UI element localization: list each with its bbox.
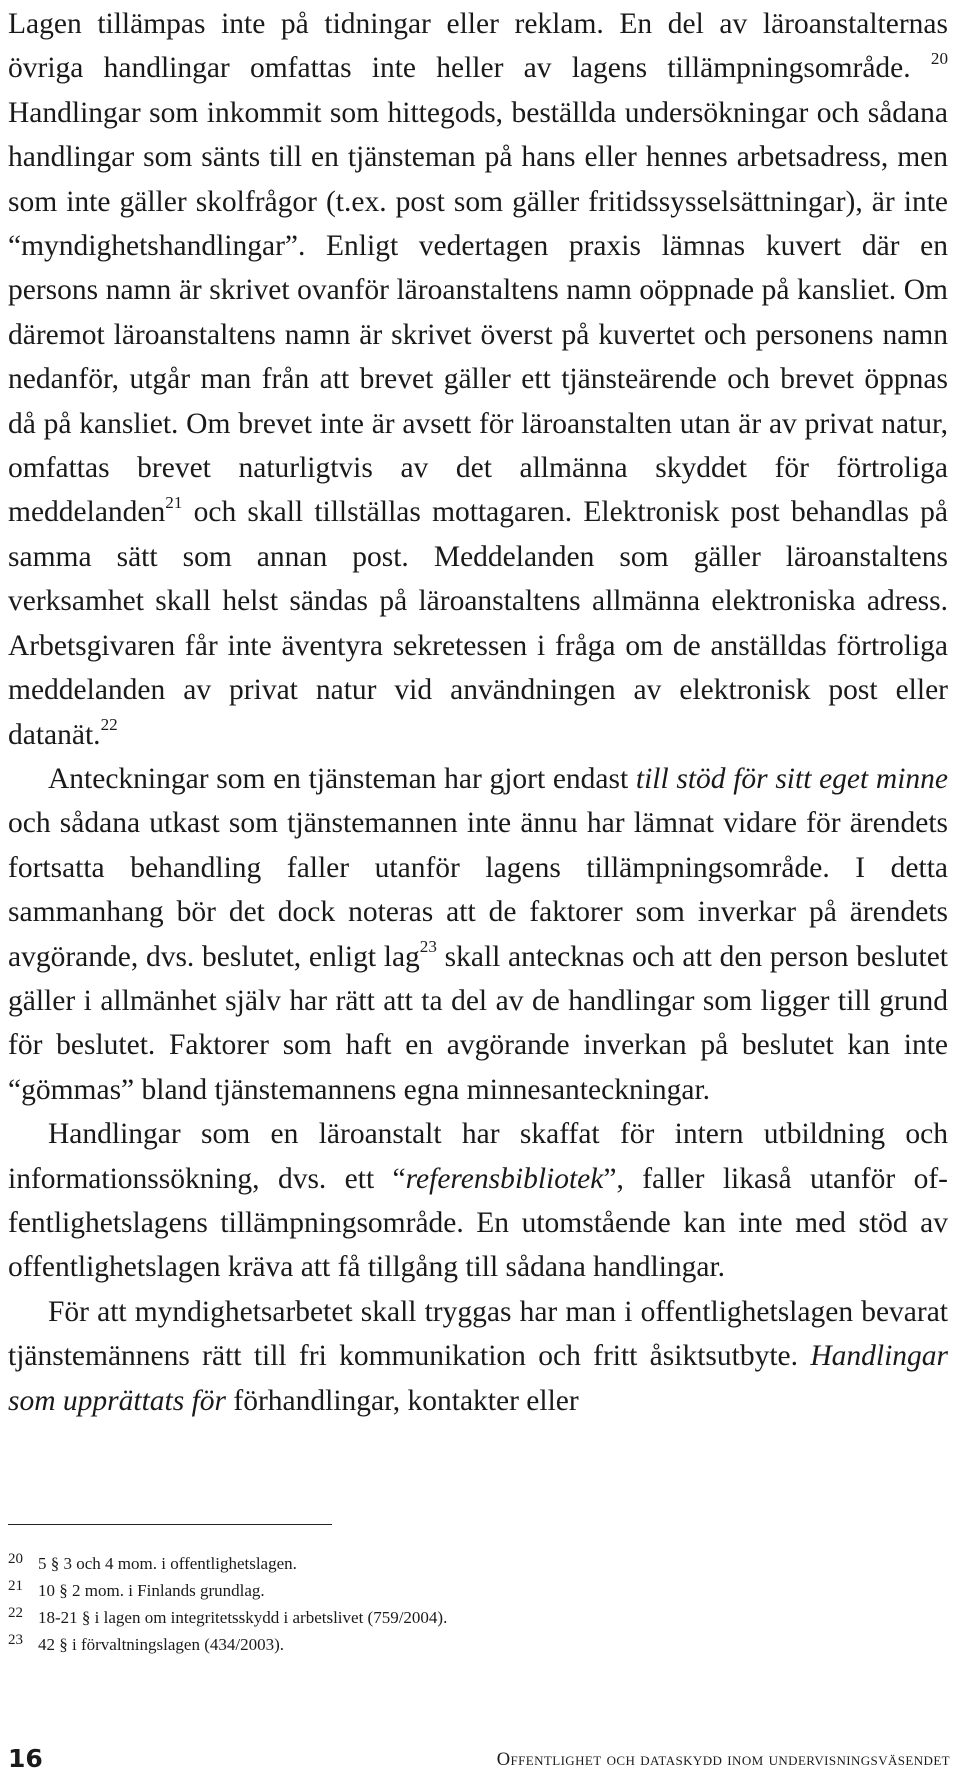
paragraph-2 (8, 757, 948, 1112)
text-run: ”, faller likaså utanför offentlighetslagens tillämpningsområde. En utomstående kan inte med stöd av offentlighetslagen kräva att få tillgång till sådana handlingar. (8, 1162, 948, 1284)
footnotes (8, 1550, 908, 1658)
text-run: förhandlingar, kontakter eller (226, 1384, 579, 1417)
paragraph-3 (8, 1112, 948, 1290)
running-title: Offentlighet och dataskydd inom undervisningsväsendet (496, 1750, 950, 1770)
footnote-22 (8, 1604, 908, 1631)
text-run: För att myndighetsarbetet skall tryggas har man i offentlighetslagen bevarat tjänstemännens rätt till fri kommunikation och fritt åsiktsutbyte. (8, 1295, 948, 1373)
footnote-number: 21 (8, 1578, 23, 1594)
emphasized-text: till stöd för sitt eget minne (635, 762, 948, 795)
text-run: Handlingar som en läroanstalt har skaffat för intern utbildning och informationssökning, dvs. ett “ (8, 1118, 948, 1195)
footnote-reference: 21 (165, 493, 183, 513)
footnote-reference: 20 (930, 49, 948, 69)
footnote-text: 42 § i förvaltningslagen (434/2003). (38, 1635, 284, 1654)
footnote-21 (8, 1577, 908, 1604)
body-text (8, 2, 948, 1423)
paragraph-4 (8, 1290, 948, 1423)
footnote-divider (8, 1524, 332, 1525)
emphasized-text: Handlingar som upprättats för (8, 1340, 948, 1417)
footnote-text: 18-21 § i lagen om integritetsskydd i arbetslivet (759/2004). (38, 1608, 448, 1627)
footnote-23 (8, 1631, 908, 1658)
footnote-number: 20 (8, 1551, 23, 1567)
text-run: och sådana utkast som tjänstemannen inte ännu har lämnat vidare för ärendets fortsatta behandling faller utanför lagens tillämpningsområde. I detta sammanhang bör det dock noteras att de faktorer som inverkar på ärendets avgörande, dvs. beslutet, enligt lag (8, 807, 948, 973)
text-run: och skall tillställas mottagaren. Elektronisk post behandlas på samma sätt som annan post. Meddelanden som gäller läroanstaltens verksamhet skall helst sändas på läroanstaltens allmänna elektroniska adress. Arbetsgivaren får inte äventyra sekretessen i fråga om de anställdas förtroliga meddelanden av privat natur vid användningen av elektronisk post eller datanät. (8, 496, 948, 751)
text-run: skall antecknas och att den person beslutet gäller i allmänhet själv har rätt att ta del av de handlingar som ligger till grund för beslutet. Faktorer som haft en avgörande inverkan på beslutet kan inte “gömmas” bland tjänstemannens egna minnesanteckningar. (8, 940, 948, 1106)
text-run: Lagen tillämpas inte på tidningar eller reklam. En del av läroanstalternas övriga handlingar omfattas inte heller av lagens tillämpningsområde. (8, 8, 948, 85)
footnote-text: 10 § 2 mom. i Finlands grundlag. (38, 1581, 265, 1600)
page-number: 16 (8, 1744, 43, 1773)
footnote-text: 5 § 3 och 4 mom. i offentlighetslagen. (38, 1554, 297, 1573)
footnote-number: 22 (8, 1605, 23, 1621)
text-run: Handlingar som inkommit som hittegods, beställda undersökningar och sådana handlingar som sänts till en tjänsteman på hans eller hennes arbetsadress, men som inte gäller skolfrågor (t.ex. post som gäller fritidssysselsättningar), är inte “myndighetshandlingar”. Enligt vedertagen praxis lämnas kuvert där en persons namn är skrivet ovanför läroanstaltens namn oöppnade på kansliet. Om däremot läroanstaltens namn är skrivet överst på kuvertet och personens namn nedanför, utgår man från att brevet gäller ett tjänsteärende och brevet öppnas då på kansliet. Om brevet inte är avsett för läroanstalten utan är av privat natur, omfattas brevet naturligtvis av det allmänna skyddet för förtroliga meddelanden (8, 96, 948, 529)
footnote-reference: 23 (419, 937, 437, 957)
footnote-20 (8, 1550, 908, 1577)
footnote-reference: 22 (100, 715, 118, 735)
footnote-number: 23 (8, 1632, 23, 1648)
emphasized-text: referensbibliotek (405, 1162, 604, 1195)
paragraph-1 (8, 2, 948, 757)
text-run: Anteckningar som en tjänsteman har gjort endast (48, 762, 636, 795)
